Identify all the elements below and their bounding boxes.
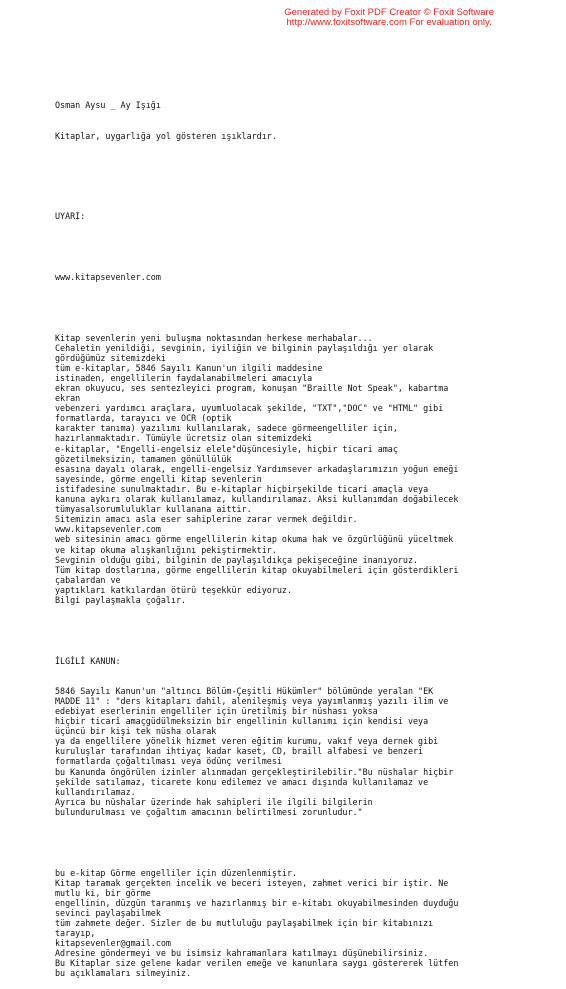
closing-paragraph <box>55 868 535 979</box>
warning-title: UYARI: <box>55 211 86 222</box>
closing-line: Adresine göndermeyi ve bu isimsiz kahramanlara katılmayı düşünebilirsiniz. <box>55 948 429 959</box>
law-line: formatlarda çoğaltılması veya ödünç verilmesi <box>55 756 282 767</box>
intro-line: hazırlanmaktadır. Tümüyle ücretsiz olan sitemizdeki <box>55 433 313 444</box>
closing-line: Kitap taramak gerçekten incelik ve beceri isteyen, zahmet verici bir iştir. Ne <box>55 877 449 888</box>
law-line: 5846 Sayılı Kanun'un "altıncı Bölüm-Çeşitli Hükümler" bölümünde yeralan "EK <box>55 685 434 696</box>
intro-line: www.kitapsevenler.com <box>55 524 161 535</box>
header-block <box>55 80 535 161</box>
intro-line: formatlarda, tarayıcı ve OCR (optik <box>55 413 232 424</box>
intro-line: gözetilmeksizin, tamamen gönüllülük <box>55 453 232 464</box>
intro-line: e-kitaplar, "Engelli-engelsiz elele"düşüncesiyle, hiçbir ticari amaç <box>55 443 398 454</box>
closing-line: Bu Kitaplar size gelene kadar verilen emeğe ve kanunlara saygı göstererek lütfen <box>55 958 459 969</box>
intro-line: tüm e-kitaplar, 5846 Sayılı Kanun'un ilgili maddesine <box>55 362 323 373</box>
intro-line: sayesinde, görme engelli kitap sevenlerin <box>55 473 262 484</box>
intro-line: gördüğümüz sitemizdeki <box>55 352 166 363</box>
closing-line: tüm zahmete değer. Sizler de bu mutluluğu paylaşabilmek için bir kitabınızı <box>55 917 434 928</box>
intro-paragraph <box>55 333 535 606</box>
law-line: üçüncü bir kişi tek nüsha olarak <box>55 726 217 737</box>
pdf-creator-watermark <box>284 8 494 28</box>
tagline-line: Kitaplar, uygarlığa yol gösteren ışıklardır. <box>55 130 277 141</box>
intro-line: Sitemizin amacı asla eser sahiplerine zarar vermek değildir. <box>55 514 358 525</box>
intro-line: ekran okuyucu, ses sentezleyici program, konuşan "Braille Not Speak", kabartma <box>55 383 449 393</box>
watermark-line-2: http://www.foxitsoftware.com For evaluation only. <box>286 17 492 28</box>
intro-line: Sevginin olduğu gibi, bilginin de paylaşıldıkça pekişeceğine inanıyoruz. <box>55 554 419 565</box>
law-line: edebiyat eserlerinin engelliler için üretilmiş bir nüshası yoksa <box>55 706 378 716</box>
intro-line: kanuna aykırı olarak kullanılamaz, kullandırılamaz. Aksi kullanımdan doğabilecek <box>55 494 459 505</box>
intro-line: Kitap sevenlerin yeni buluşma noktasından herkese merhabalar... <box>55 332 373 343</box>
book-title-line: Osman Aysu _ Ay Işığı <box>55 100 161 111</box>
law-paragraph <box>55 686 535 817</box>
law-line: Ayrıca bu nüshalar üzerinde hak sahipleri ile ilgili bilgilerin <box>55 796 373 807</box>
intro-line: çabalardan ve <box>55 574 121 585</box>
intro-line: Bilgi paylaşmakla çoğalır. <box>55 594 187 605</box>
intro-line: istinaden, engellilerin faydalanabilmeleri amacıyla <box>55 372 313 383</box>
law-line: kullandırılamaz. <box>55 786 136 797</box>
closing-line: bu e-kitap Görme engelliler için düzenlenmiştir. <box>55 867 298 878</box>
law-line: bu Kanunda öngörülen izinler alınmadan gerçekleştirilebilir."Bu nüshalar hiçbir <box>55 766 454 777</box>
document-body <box>55 60 535 989</box>
closing-line: kitapsevenler@gmail.com <box>55 938 171 949</box>
intro-line: ekran <box>55 393 81 404</box>
law-title: İLGİLİ KANUN: <box>55 655 121 666</box>
intro-line: Cehaletin yenildiği, sevginin, iyiliğin ve bilginin paylaşıldığı yer olarak <box>55 342 434 353</box>
intro-line: tümyasalsorumluluklar kullanana aittir. <box>55 504 252 515</box>
intro-line: esasına dayalı olarak, engelli-engelsiz Yardımsever arkadaşlarımızın yoğun emeği <box>55 463 459 474</box>
intro-line: ve kitap okuma alışkanlığını pekiştirmektir. <box>55 544 277 555</box>
closing-line: sevinci paylaşabilmek <box>55 907 161 918</box>
law-line: şekilde satılamaz, ticarete konu edilemez ve amacı dışında kullanılamaz ve <box>55 776 429 787</box>
intro-line: istifadesine sunulmaktadır. Bu e-kitaplar hiçbirşekilde ticari amaçla veya <box>55 483 429 494</box>
watermark-line-1: Generated by Foxit PDF Creator © Foxit Software <box>284 7 494 18</box>
law-line: kuruluşlar tarafından ihtiyaç kadar kaset, CD, braill alfabesi ve benzeri <box>55 746 424 757</box>
law-line: bulundurulması ve çoğaltım amacının belirtilmesi zorunludur." <box>55 806 363 817</box>
closing-line: tarayıp, <box>55 928 96 939</box>
law-line: MADDE 11" : "ders kitapları dahil, alenileşmiş veya yayımlanmış yazılı ilim ve <box>55 695 449 706</box>
intro-line: yaptıkları katkılardan ötürü teşekkür ediyoruz. <box>55 584 292 595</box>
intro-line: karakter tanıma) yazılımı kullanılarak, sadece görmeengelliler için, <box>55 423 398 434</box>
closing-line: engellinin, düzgün taranmış ve hazırlanmış bir e-kitabı okuyabilmesinden duyduğu <box>55 897 459 908</box>
intro-line: vebenzeri yardımcı araçlara, uyumluolacak şekilde, "TXT","DOC" ve "HTML" gibi <box>55 403 444 414</box>
closing-line: bu açıklamaları silmeyiniz. <box>55 968 192 979</box>
closing-line: mutlu ki, bir görme <box>55 887 151 898</box>
intro-line: Tüm kitap dostlarına, görme engellilerin kitap okuyabilmeleri için gösterdikleri <box>55 564 459 575</box>
website-line: www.kitapsevenler.com <box>55 271 161 282</box>
law-line: ya da engellilere yönelik hizmet veren eğitim kurumu, vakıf veya dernek gibi <box>55 736 439 747</box>
law-line: hiçbir ticarî amaçgüdülmeksizin bir engellinin kullanımı için kendisi veya <box>55 716 429 727</box>
intro-line: web sitesinin amacı görme engellilerin kitap okuma hak ve özgürlüğünü yüceltmek <box>55 534 454 545</box>
